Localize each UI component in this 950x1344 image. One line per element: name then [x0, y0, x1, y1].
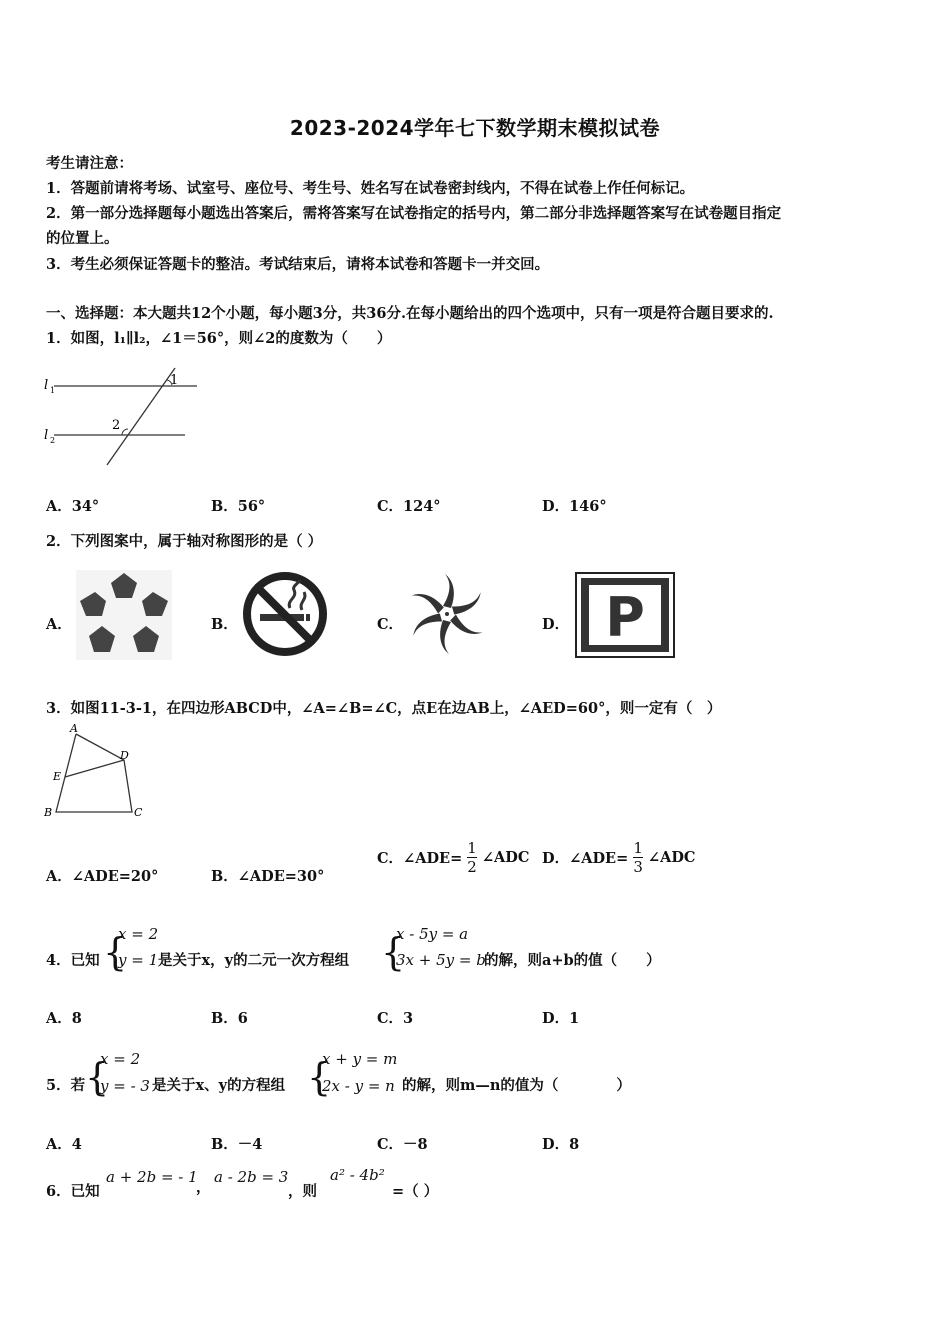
- fraction-numerator: 1: [633, 839, 643, 857]
- notice-item: 3．考生必须保证答题卡的整洁。考试结束后，请将本试卷和答题卡一并交回。: [46, 256, 550, 273]
- fraction-numerator: 1: [467, 839, 477, 857]
- q4-system1-row1: x = 2: [118, 925, 159, 943]
- q5-system2-row2: 2x - y = n: [322, 1077, 395, 1095]
- q5-system1-row2: y = - 3: [100, 1077, 150, 1095]
- q6-equation-1: a + 2b = - 1: [106, 1168, 198, 1186]
- q6-suffix: =（ ）: [392, 1183, 439, 1200]
- q1-parallel-lines-figure: [40, 365, 210, 470]
- notice-item: 2．第一部分选择题每小题选出答案后，需将答案写在试卷指定的括号内，第二部分非选择题答案写在试卷题目指定: [46, 205, 782, 222]
- q5-middle-text: 是关于x、y的方程组: [152, 1077, 286, 1094]
- fraction-one-third: [633, 839, 643, 876]
- q3-option-d-prefix: D．∠ADE=: [542, 850, 629, 867]
- q3-option-a[interactable]: A．∠ADE=20°: [46, 868, 159, 885]
- notice-heading: 考生请注意：: [46, 155, 133, 172]
- parking-letter: P: [605, 586, 645, 649]
- label-E: E: [53, 770, 62, 783]
- q5-suffix: 的解，则m—n的值为（ ）: [402, 1077, 631, 1094]
- q1-option-d[interactable]: D．146°: [542, 498, 607, 515]
- q2-option-c-label[interactable]: C．: [377, 616, 404, 633]
- fraction-denominator: 3: [633, 858, 643, 876]
- label-l2-sub: 2: [50, 436, 56, 445]
- q2-option-a-label[interactable]: A．: [46, 616, 72, 633]
- parking-icon[interactable]: [575, 572, 675, 658]
- notice-item: 的位置上。: [46, 230, 119, 247]
- q6-prefix: 6．已知: [46, 1183, 100, 1200]
- question-2-stem: 2．下列图案中，属于轴对称图形的是（ ）: [46, 533, 323, 550]
- q3-option-c-suffix: ∠ADC: [481, 849, 530, 866]
- q3-quadrilateral-figure: [40, 722, 160, 826]
- no-smoking-icon[interactable]: [240, 570, 330, 658]
- pinwheel-icon[interactable]: [404, 570, 490, 658]
- q5-system1-row1: x = 2: [100, 1050, 141, 1068]
- fraction-denominator: 2: [467, 858, 477, 876]
- brace-left: {: [307, 1055, 332, 1099]
- label-C: C: [134, 806, 143, 819]
- q6-equation-2: a - 2b = 3: [214, 1168, 289, 1186]
- q6-then-text: ，则: [288, 1183, 317, 1200]
- q6-separator: ，: [196, 1179, 211, 1196]
- notice-item: 1．答题前请将考场、试室号、座位号、考生号、姓名写在试卷密封线内，不得在试卷上作任何标记。: [46, 180, 695, 197]
- brace-left: {: [381, 930, 406, 974]
- label-l1-sub: 1: [50, 386, 56, 395]
- q3-option-d-suffix: ∠ADC: [647, 849, 696, 866]
- q6-expression: a² - 4b²: [330, 1166, 385, 1184]
- q4-suffix: 的解，则a+b的值（ ）: [484, 952, 661, 969]
- q5-option-b[interactable]: B．－4: [211, 1136, 263, 1153]
- fraction-one-half: [467, 839, 477, 876]
- pentagon-ring-icon[interactable]: [76, 570, 172, 660]
- q4-system2-row1: x - 5y = a: [396, 925, 469, 943]
- q4-option-d[interactable]: D．1: [542, 1010, 580, 1027]
- q3-option-c-prefix: C．∠ADE=: [377, 850, 463, 867]
- q3-option-d[interactable]: [542, 839, 695, 876]
- q5-option-d[interactable]: D．8: [542, 1136, 580, 1153]
- q1-option-c[interactable]: C．124°: [377, 498, 441, 515]
- q4-option-c[interactable]: C．3: [377, 1010, 414, 1027]
- label-angle-2: 2: [112, 418, 121, 433]
- q1-option-a[interactable]: A．34°: [46, 498, 100, 515]
- brace-left: {: [85, 1055, 110, 1099]
- q5-prefix: 5．若: [46, 1077, 86, 1094]
- label-l2: l: [44, 428, 49, 443]
- brace-left: {: [103, 930, 128, 974]
- q3-option-c[interactable]: [377, 839, 529, 876]
- label-B: B: [44, 806, 53, 819]
- q4-system1-row2: y = 1: [118, 951, 159, 969]
- q5-option-a[interactable]: A．4: [46, 1136, 82, 1153]
- label-angle-1: 1: [170, 373, 179, 388]
- q4-option-a[interactable]: A．8: [46, 1010, 82, 1027]
- q5-option-c[interactable]: C．－8: [377, 1136, 428, 1153]
- label-l1: l: [44, 378, 49, 393]
- section-heading: 一、选择题：本大题共12个小题，每小题3分，共36分.在每小题给出的四个选项中，只有一项是符合题目要求的.: [46, 305, 774, 322]
- question-1-stem: 1．如图，l₁∥l₂，∠1＝56°，则∠2的度数为（ ）: [46, 330, 392, 347]
- q1-option-b[interactable]: B．56°: [211, 498, 266, 515]
- q2-option-d-label[interactable]: D．: [542, 616, 570, 633]
- q4-system2-row2: 3x + 5y = b: [396, 951, 486, 969]
- q5-system2-row1: x + y = m: [322, 1050, 398, 1068]
- q2-option-b-label[interactable]: B．: [211, 616, 238, 633]
- question-3-stem: 3．如图11-3-1，在四边形ABCD中，∠A=∠B=∠C，点E在边AB上，∠AED=60°，则一定有（ ）: [46, 700, 722, 717]
- q4-prefix: 4．已知: [46, 952, 100, 969]
- q4-middle-text: 是关于x，y的二元一次方程组: [158, 952, 350, 969]
- label-D: D: [120, 749, 129, 762]
- q4-option-b[interactable]: B．6: [211, 1010, 248, 1027]
- page-title: 2023-2024学年七下数学期末模拟试卷: [289, 116, 661, 140]
- label-A: A: [70, 722, 78, 735]
- q3-option-b[interactable]: B．∠ADE=30°: [211, 868, 325, 885]
